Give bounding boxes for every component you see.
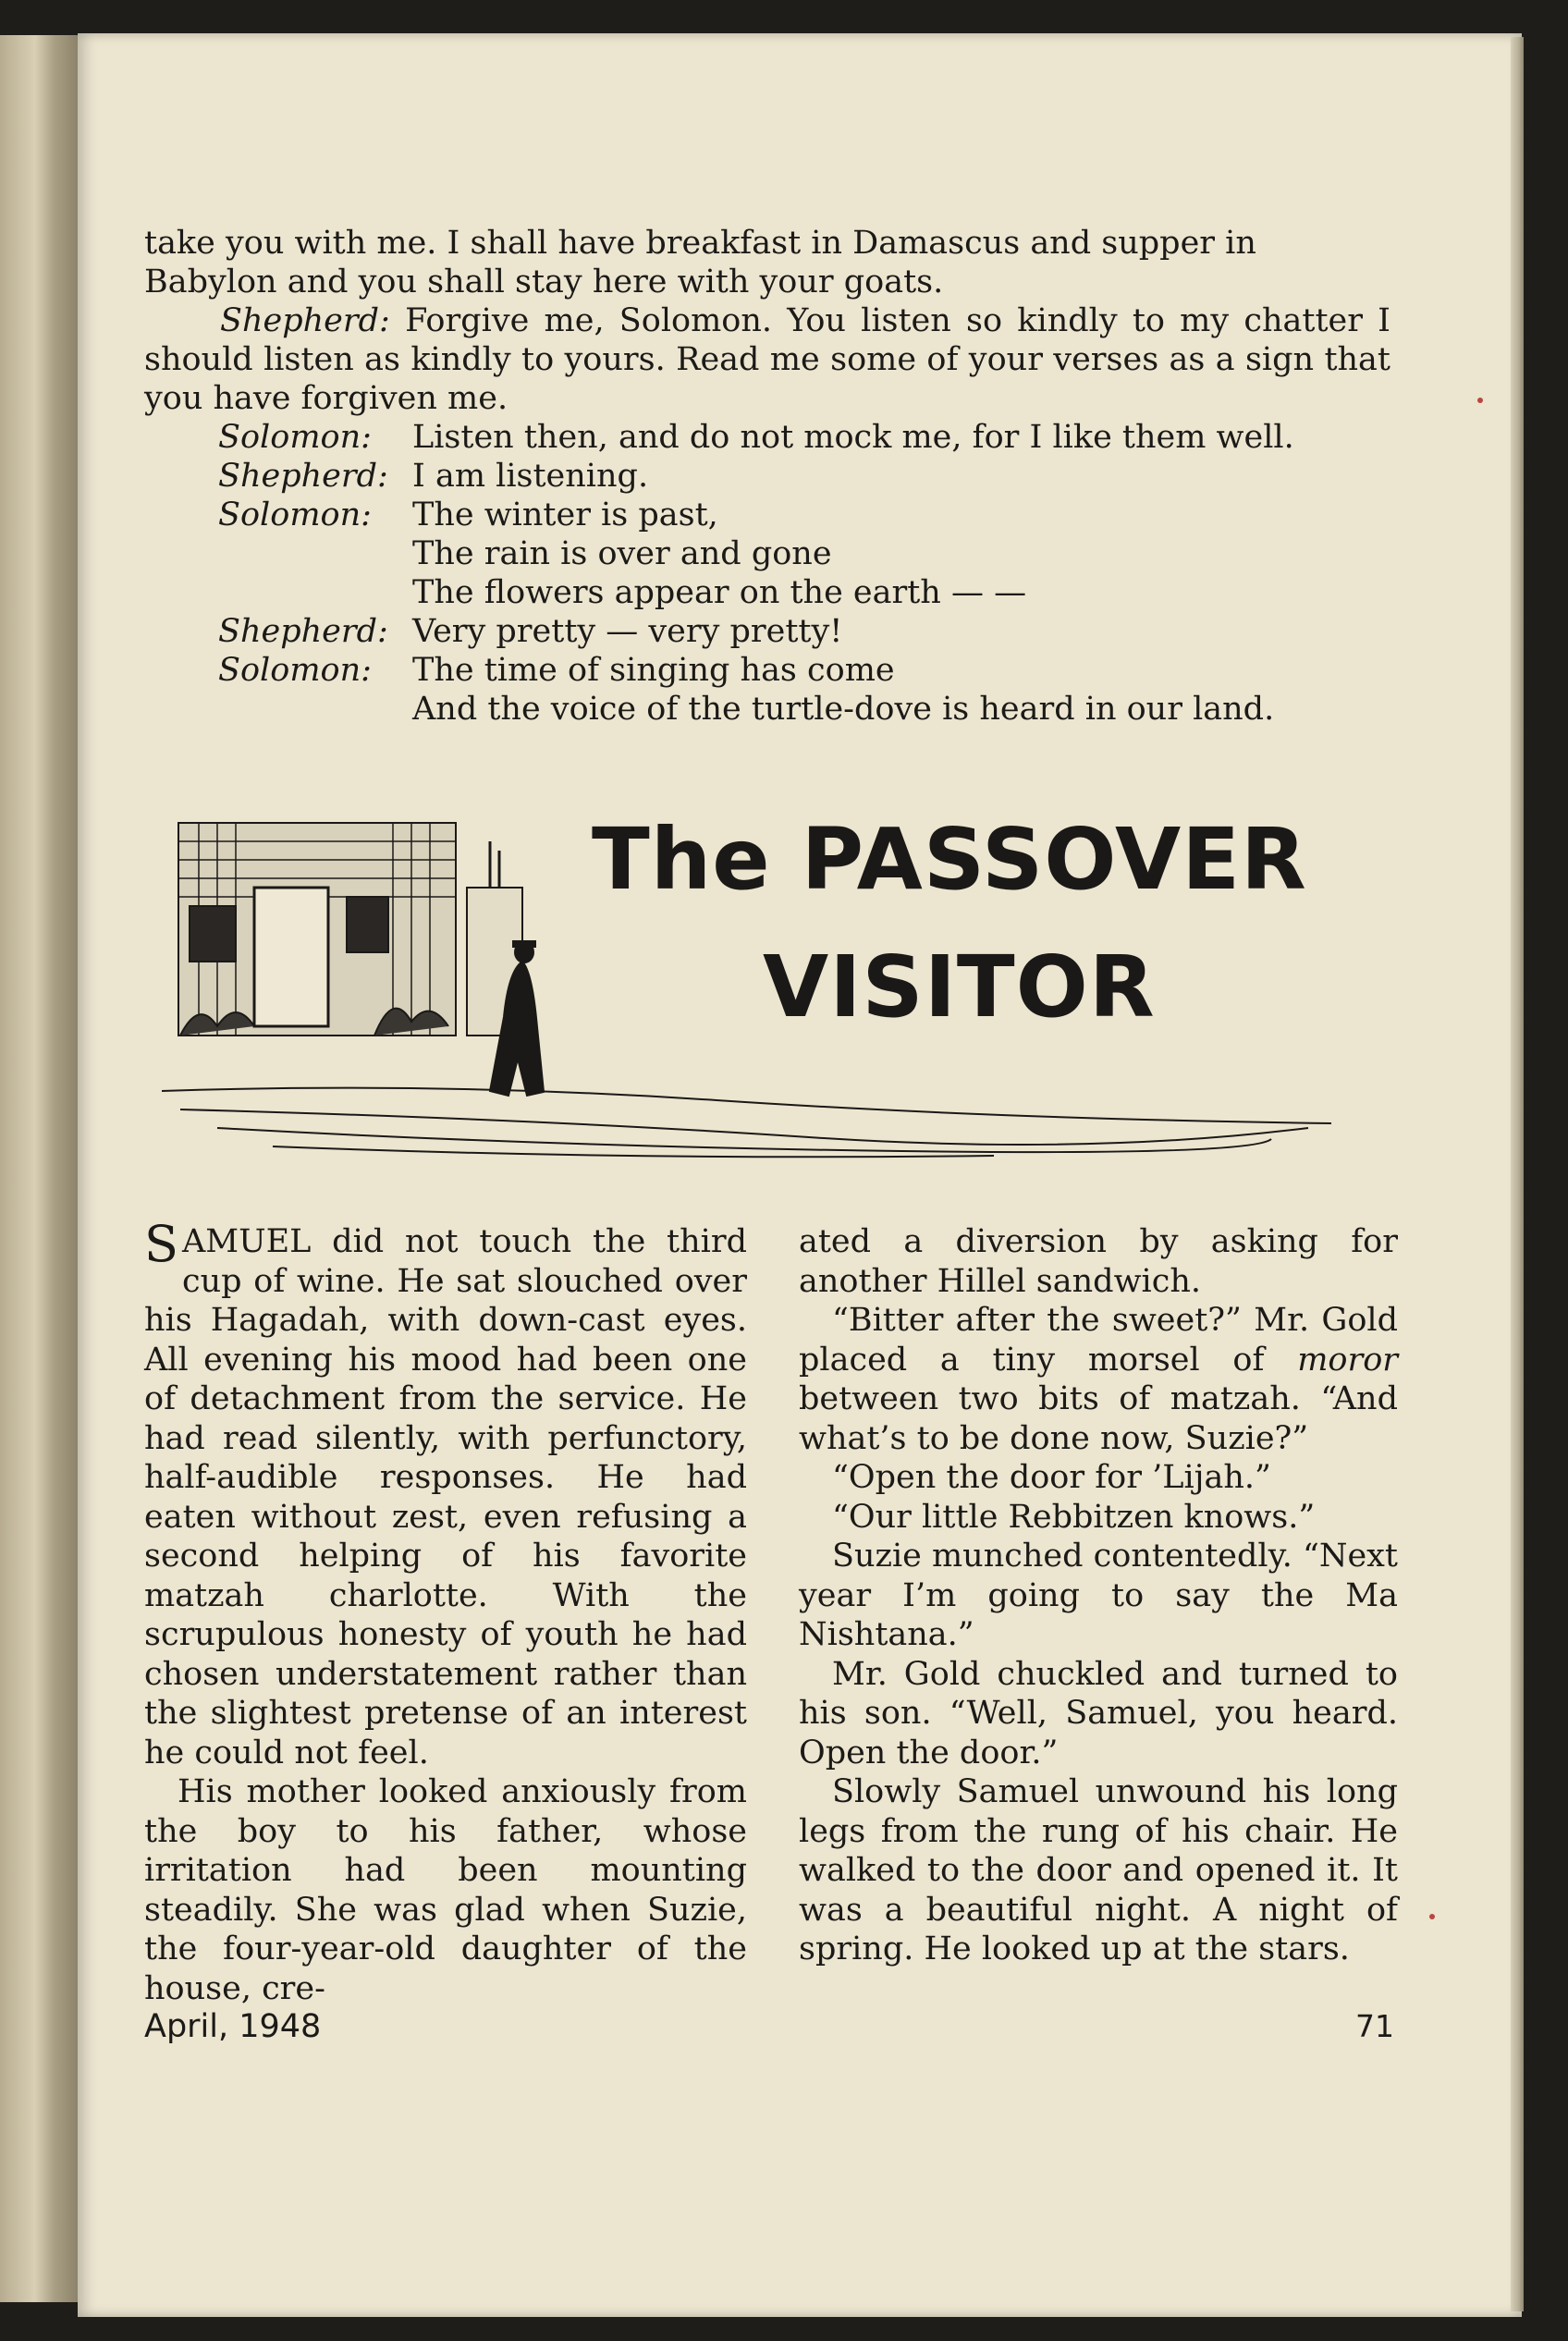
speaker-text: The time of singing has come (412, 652, 895, 689)
play-line: take you with me. I shall have breakfast in Damascus and supper in (144, 225, 1256, 262)
story-headline (592, 810, 1307, 1036)
story-paragraph (144, 1215, 747, 1772)
speaker-name: Solomon: (218, 496, 372, 533)
dialogue-row (144, 612, 1390, 651)
headline-line-2: VISITOR (763, 938, 1156, 1036)
play-line: Babylon and you shall stay here with your goats. (144, 264, 944, 300)
issue-date: April, 1948 (144, 2008, 322, 2045)
speaker-name: Shepherd: (220, 302, 390, 339)
paper-speck (1477, 398, 1483, 403)
paragraph-text: AMUEL did not touch the third cup of wine. He sat slouched over his Hagadah, with down-cast eyes. All evening his mood had been one of detachment from the service. He had read silently, with perfunctory, half-audible responses. He had eaten without zest, even refusing a second helping of his favorite matzah charlotte. With the scrupulous honesty of youth he had chosen understatement rather than the slightest pretense of an interest he could not feel. (144, 1223, 747, 1771)
story-paragraph: ated a diversion by asking for another Hillel sandwich. (799, 1223, 1398, 1300)
story-column-left (144, 1215, 747, 2008)
italic-word: moror (1297, 1341, 1398, 1379)
story-paragraph: “Open the door for ’Lijah.” (832, 1459, 1271, 1496)
paragraph-text: between two bits of matzah. “And what’s to be done now, Suzie?” (799, 1380, 1398, 1457)
paper-speck (1429, 1914, 1435, 1919)
speaker-name: Solomon: (218, 652, 372, 689)
paragraph-text: “Bitter after the sweet?” Mr. Gold placed a tiny morsel of (799, 1302, 1398, 1379)
story-column-right (799, 1222, 1398, 1969)
play-paragraph (144, 301, 1390, 418)
speaker-name: Shepherd: (218, 613, 388, 650)
drop-cap: S (144, 1215, 178, 1273)
page-edge (1511, 37, 1524, 2311)
speaker-text: I am listening. (412, 458, 649, 495)
book-spine (0, 35, 78, 2302)
verse-line: The rain is over and gone (412, 535, 832, 572)
story-paragraph: Mr. Gold chuckled and turned to his son. “Well, Samuel, you heard. Open the door.” (799, 1655, 1398, 1771)
speaker-text: Forgive me, Solomon. You listen so kindly to my chatter I should listen as kindly to yours. Read me some of your verses as a sign that you have forgiven me. (144, 302, 1390, 417)
dialogue-row (144, 457, 1390, 496)
speaker-name: Shepherd: (218, 458, 388, 495)
story-paragraph: Suzie munched contentedly. “Next year I’m going to say the Ma Nishtana.” (799, 1538, 1398, 1653)
speaker-text: The winter is past, (412, 496, 718, 533)
story-paragraph: Slowly Samuel unwound his long legs from the rung of his chair. He walked to the door and opened it. It was a beautiful night. A night of spring. He looked up at the stars. (799, 1773, 1398, 1967)
story-paragraph: “Our little Rebbitzen knows.” (832, 1498, 1316, 1536)
dialogue-row (144, 418, 1390, 457)
speaker-text: Very pretty — very pretty! (412, 613, 843, 650)
speaker-text: Listen then, and do not mock me, for I like them well. (412, 419, 1294, 456)
page-number: 71 (1355, 2008, 1394, 2044)
play-excerpt (144, 224, 1390, 729)
headline-line-1: The PASSOVER (592, 810, 1307, 909)
story-paragraph (799, 1301, 1398, 1458)
dialogue-row (144, 496, 1390, 534)
dialogue-row (144, 651, 1390, 690)
story-paragraph: His mother looked anxiously from the boy to his father, whose irritation had been mounting steadily. She was glad when Suzie, the four-year-old daughter of the house, cre- (144, 1773, 747, 2007)
verse-line: The flowers appear on the earth — — (412, 574, 1027, 611)
verse-line: And the voice of the turtle-dove is heard in our land. (412, 691, 1275, 728)
speaker-name: Solomon: (218, 419, 372, 456)
